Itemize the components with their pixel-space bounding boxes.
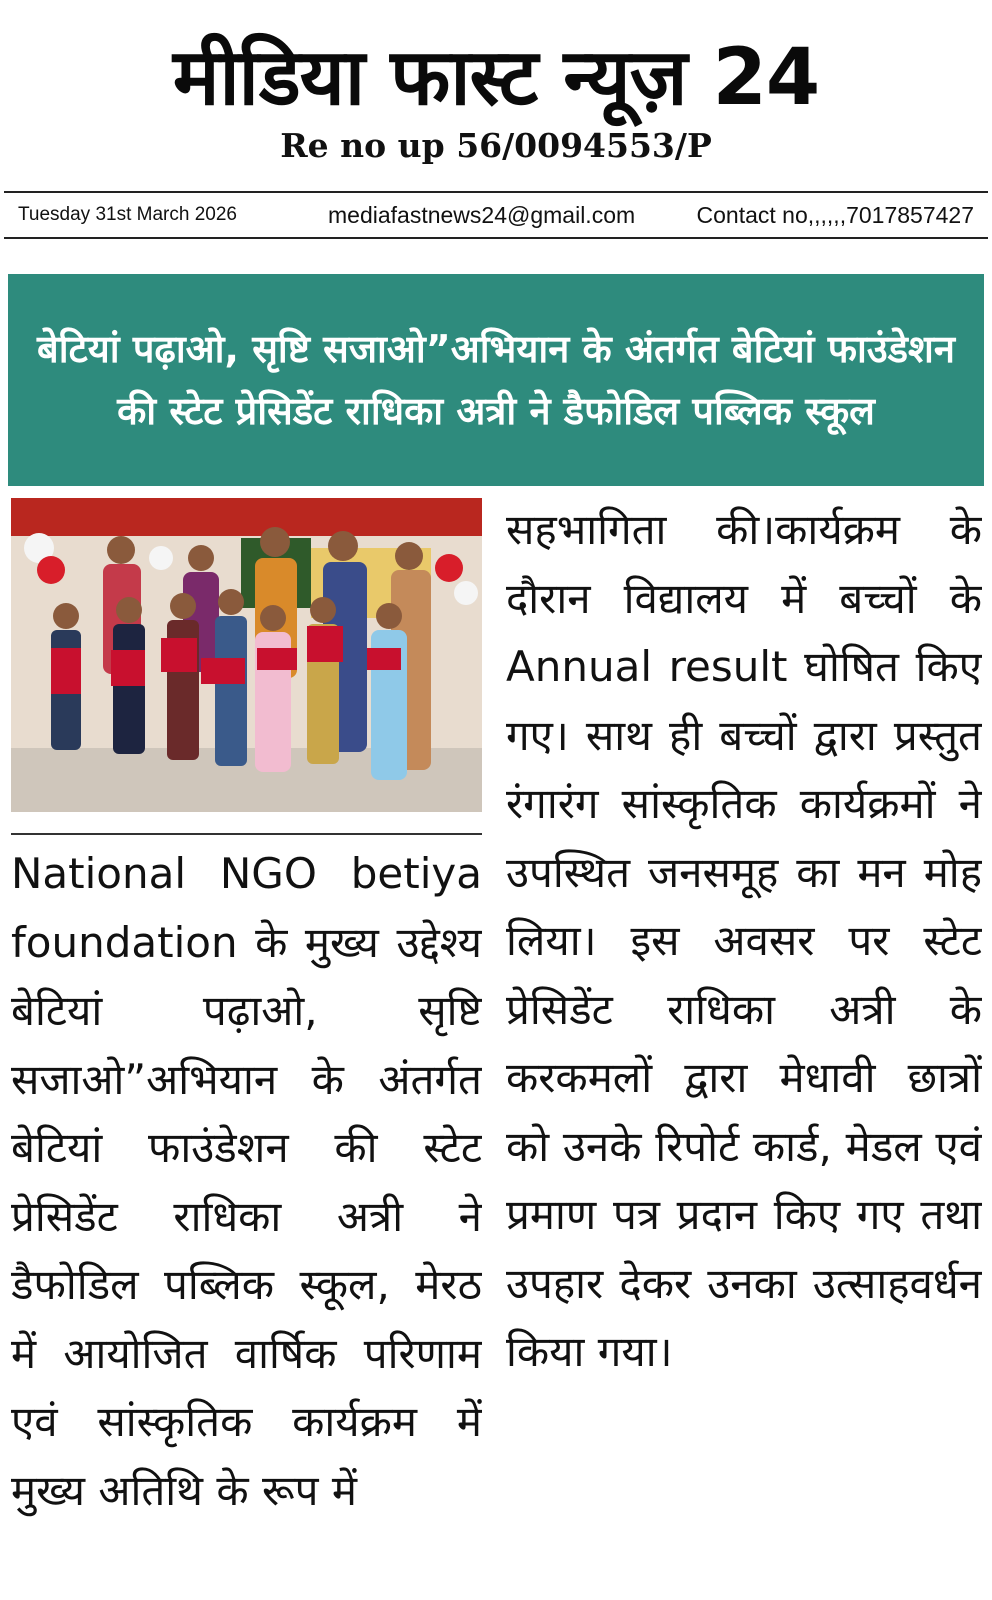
photo-ceiling xyxy=(11,498,482,536)
balloon-icon xyxy=(37,556,65,584)
masthead xyxy=(0,30,992,166)
bottom-rule xyxy=(4,237,988,239)
gift-icon xyxy=(51,648,81,694)
gift-icon xyxy=(257,648,297,670)
gift-icon xyxy=(161,638,197,672)
gift-icon xyxy=(307,626,343,662)
headline-banner xyxy=(8,274,984,486)
top-rule xyxy=(4,191,988,193)
balloon-icon xyxy=(435,554,463,582)
balloon-icon xyxy=(149,546,173,570)
contact-email: mediafastnews24@gmail.com xyxy=(328,202,636,228)
info-bar xyxy=(18,198,974,232)
gift-icon xyxy=(111,650,145,686)
column-divider xyxy=(11,833,482,835)
headline: बेटियां पढ़ाओ, सृष्टि सजाओ”अभियान के अंतर्गत बेटियां फाउंडेशन की स्टेट प्रेसिडेंट राधिका अत्री ने डैफोडिल पब्लिक स्कूल xyxy=(37,327,955,433)
registration-number: Re no up 56/0094553/P xyxy=(280,126,712,165)
event-photo xyxy=(11,498,482,812)
gift-icon xyxy=(201,658,245,684)
event-photo-illustration xyxy=(11,498,482,812)
article-left-column: National NGO betiya foundation के मुख्य उद्देश्य बेटियां पढ़ाओ, सृष्टि सजाओ”अभियान के अंतर्गत बेटियां फाउंडेशन की स्टेट प्रेसिडेंट राधिका अत्री ने डैफोडिल पब्लिक स्कूल, मेरठ में आयोजित वार्षिक परिणाम एवं सांस्कृतिक कार्यक्रम में मुख्य अतिथि के रूप में xyxy=(11,849,482,1515)
contact-number: Contact no,,,,,,7017857427 xyxy=(696,202,974,228)
balloon-icon xyxy=(454,581,478,605)
gift-icon xyxy=(367,648,401,670)
article-right-column: सहभागिता की।कार्यक्रम के दौरान विद्यालय में बच्चों के Annual result घोषित किए गए। साथ ही बच्चों द्वारा प्रस्तुत रंगारंग सांस्कृतिक कार्यक्रमों ने उपस्थित जनसमूह का मन मोह लिया। इस अवसर पर स्टेट प्रेसिडेंट राधिका अत्री के करकमलों द्वारा मेधावी छात्रों को उनके रिपोर्ट कार्ड, मेडल एवं प्रमाण पत्र प्रदान किए गए तथा उपहार देकर उनका उत्साहवर्धन किया गया। xyxy=(506,505,982,1376)
issue-date: Tuesday 31st March 2026 xyxy=(18,204,237,225)
newspaper-title: मीडिया फास्ट न्यूज़ 24 xyxy=(172,33,820,123)
